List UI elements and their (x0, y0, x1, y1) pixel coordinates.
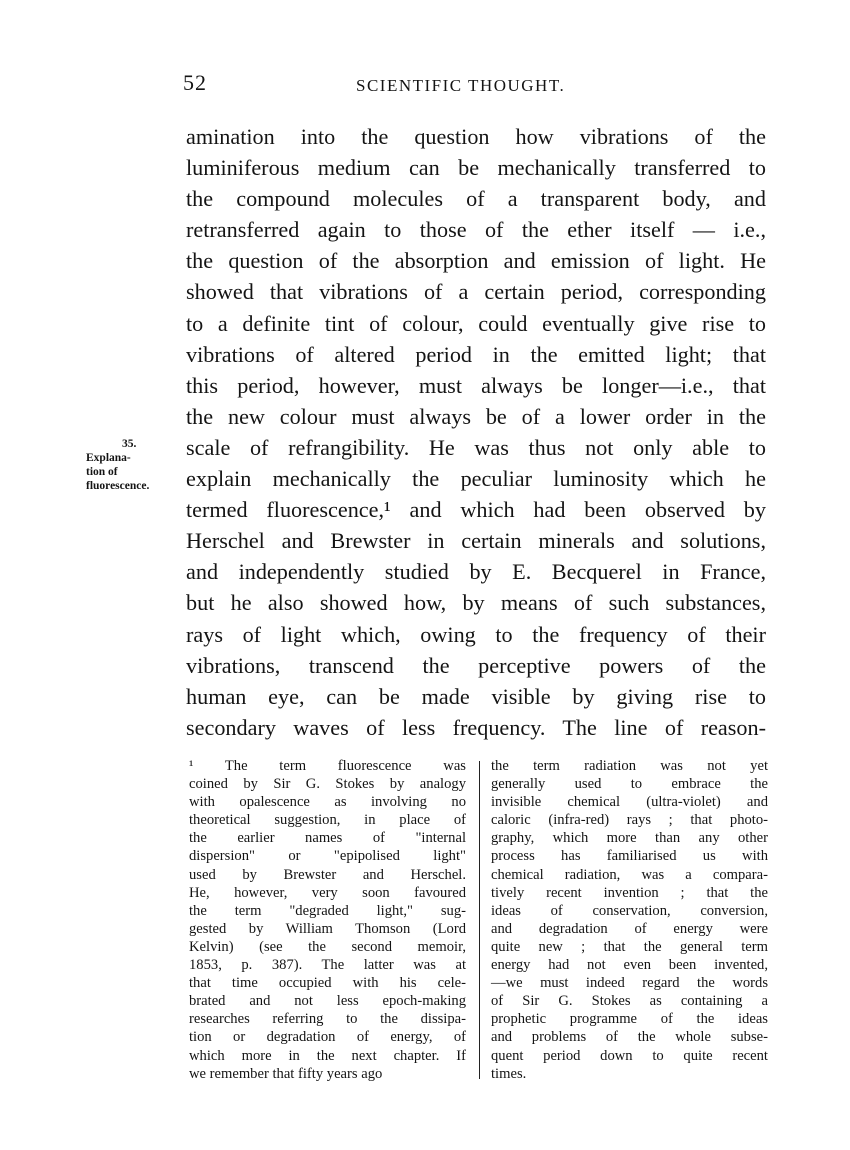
footnote-line: quent period down to quite recent (491, 1047, 768, 1064)
footnote-line: the term radiation was not yet (491, 758, 768, 774)
body-line: secondary waves of less frequency. The line of reason- (186, 714, 766, 740)
footnote-line: and degradation of energy were (491, 920, 768, 937)
marginal-note-line: Explana- (86, 452, 131, 464)
body-line: explain mechanically the peculiar luminosity which he (186, 466, 766, 492)
body-text (186, 121, 766, 743)
body-line: vibrations, transcend the perceptive powers of the (186, 652, 766, 678)
footnotes (189, 757, 768, 1082)
footnote-line: energy had not even been invented, (491, 957, 768, 974)
footnote-line: with opalescence as involving no (189, 794, 466, 811)
body-line: to a definite tint of colour, could eventually give rise to (186, 310, 766, 336)
footnote-line: prophetic programme of the ideas (491, 1011, 768, 1028)
body-line: the new colour must always be of a lower order in the (186, 403, 766, 429)
marginal-note (86, 437, 181, 493)
footnote-line: tion or degradation of energy, of (189, 1029, 466, 1046)
footnote-line: dispersion" or "epipolised light" (189, 848, 466, 865)
footnote-line: chemical radiation, was a compara- (491, 866, 768, 883)
footnote-line: quite new ; that the general term (491, 938, 768, 955)
marginal-note-line: fluorescence. (86, 480, 150, 492)
body-line: the compound molecules of a transparent body, and (186, 186, 766, 212)
body-line: and independently studied by E. Becquerel in France, (186, 559, 766, 585)
body-line: Herschel and Brewster in certain minerals and solutions, (186, 528, 766, 554)
footnote-line: generally used to embrace the (491, 776, 768, 793)
marginal-note-line: tion of (86, 466, 118, 478)
body-line: retransferred again to those of the ether itself — i.e., (186, 217, 766, 243)
footnote-column-left (189, 757, 466, 1083)
footnote-line: process has familiarised us with (491, 848, 768, 865)
footnote-column-divider (479, 761, 480, 1079)
body-line: human eye, can be made visible by giving rise to (186, 683, 766, 709)
body-line: amination into the question how vibrations of the (186, 124, 766, 149)
body-line: luminiferous medium can be mechanically transferred to (186, 155, 766, 181)
running-title: SCIENTIFIC THOUGHT. (356, 76, 566, 95)
page-number: 52 (183, 70, 207, 95)
body-line: showed that vibrations of a certain period, corresponding (186, 279, 766, 305)
footnote-line: and problems of the whole subse- (491, 1029, 768, 1046)
body-line: rays of light which, owing to the frequency of their (186, 621, 766, 647)
footnote-line: researches referring to the dissipa- (189, 1011, 466, 1028)
footnote-line: theoretical suggestion, in place of (189, 812, 466, 829)
body-line: scale of refrangibility. He was thus not only able to (186, 434, 766, 460)
footnote-line: —we must indeed regard the words (491, 975, 768, 992)
footnote-line: used by Brewster and Herschel. (189, 866, 466, 883)
footnote-line: we remember that fifty years ago (189, 1065, 383, 1082)
footnote-line: coined by Sir G. Stokes by analogy (189, 776, 466, 793)
footnote-line: graphy, which more than any other (491, 830, 768, 847)
body-line: the question of the absorption and emission of light. He (186, 248, 766, 274)
footnote-line: ¹ The term fluorescence was (189, 758, 466, 774)
footnote-line: ideas of conservation, conversion, (491, 902, 768, 919)
footnote-line: that time occupied with his cele- (189, 975, 466, 992)
footnote-line: which more in the next chapter. If (189, 1047, 466, 1064)
body-line: vibrations of altered period in the emitted light; that (186, 341, 766, 367)
footnote-line: He, however, very soon favoured (189, 884, 466, 901)
footnote-line: gested by William Thomson (Lord (189, 920, 466, 937)
footnote-line: of Sir G. Stokes as containing a (491, 993, 768, 1010)
footnote-line: times. (491, 1065, 527, 1082)
marginal-note-number: 35. (122, 438, 137, 450)
footnote-column-right (491, 757, 768, 1083)
footnote-line: the earlier names of "internal (189, 830, 466, 847)
footnote-line: 1853, p. 387). The latter was at (189, 957, 466, 974)
footnote-line: invisible chemical (ultra-violet) and (491, 794, 768, 811)
body-line: but he also showed how, by means of such substances, (186, 590, 766, 616)
footnote-line: caloric (infra-red) rays ; that photo- (491, 812, 768, 829)
footnote-line: Kelvin) (see the second memoir, (189, 938, 466, 955)
body-line: this period, however, must always be longer—i.e., that (186, 372, 766, 398)
footnote-line: the term "degraded light," sug- (189, 902, 466, 919)
body-line: termed fluorescence,¹ and which had been observed by (186, 497, 766, 523)
footnote-line: brated and not less epoch-making (189, 993, 466, 1010)
footnote-line: tively recent invention ; that the (491, 884, 768, 901)
